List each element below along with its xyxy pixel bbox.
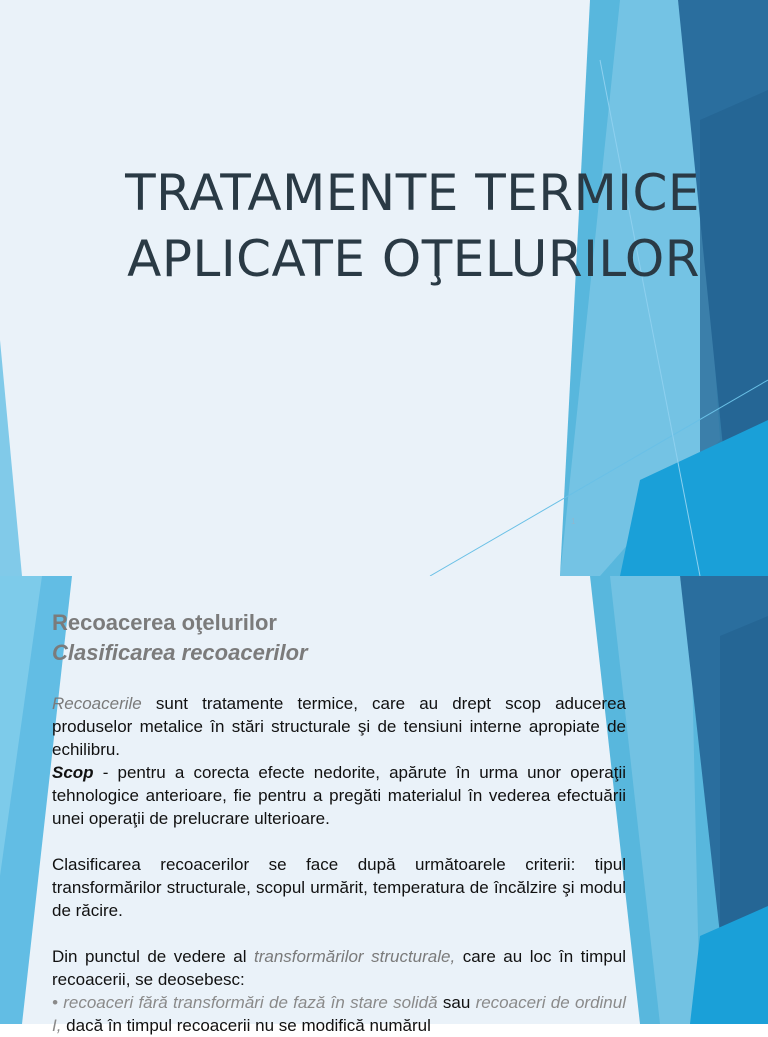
- definition-text: sunt tratamente termice, care au drept scop aducerea produselor metalice în stări structurale şi de tensiuni interne apropiate de echilibru.: [52, 694, 626, 759]
- term-scop: Scop: [52, 763, 94, 782]
- heading-title: Recoacerea oţelurilor: [52, 610, 277, 635]
- term-transformari: transformărilor structurale,: [254, 947, 456, 966]
- page-number: 1: [571, 517, 576, 526]
- term-ordinul-i: recoaceri de ordinul I,: [52, 993, 626, 1035]
- term-recoacerile: Recoacerile: [52, 694, 142, 713]
- bullet-sau: sau: [437, 993, 476, 1012]
- paragraph-bullet: [52, 991, 626, 1037]
- paragraph-classification: Clasificarea recoacerilor se face după următoarele criterii: tipul transformărilor structurale, scopul urmărit, temperatura de încălzire şi modul de răcire.: [52, 855, 626, 920]
- heading-subtitle: Clasificarea recoacerilor: [52, 640, 308, 665]
- title-line-1: TRATAMENTE TERMICE: [125, 164, 700, 222]
- bullet-text: dacă în timpul recoacerii nu se modifică numărul: [61, 1016, 431, 1035]
- paragraph-structural: [52, 945, 626, 991]
- paragraph-scope: [52, 761, 626, 830]
- title-line-2: APLICATE OŢELURILOR: [127, 230, 700, 288]
- slide-body: [52, 692, 626, 1037]
- paragraph-definition: [52, 692, 626, 761]
- presentation-title: [60, 160, 700, 292]
- structural-lead: Din punctul de vedere al: [52, 947, 255, 966]
- scope-text: - pentru a corecta efecte nedorite, apărute în urma unor operaţii tehnologice anterioare, fie pentru a pregăti materialul în vederea efectuării unei operaţii de prelucrare ulterioare.: [52, 763, 626, 828]
- bullet-item: • recoaceri fără transformări de fază în stare solidă: [52, 993, 438, 1012]
- structural-text: care au loc în timpul recoacerii, se deosebesc:: [52, 947, 627, 989]
- section-heading: [52, 608, 308, 668]
